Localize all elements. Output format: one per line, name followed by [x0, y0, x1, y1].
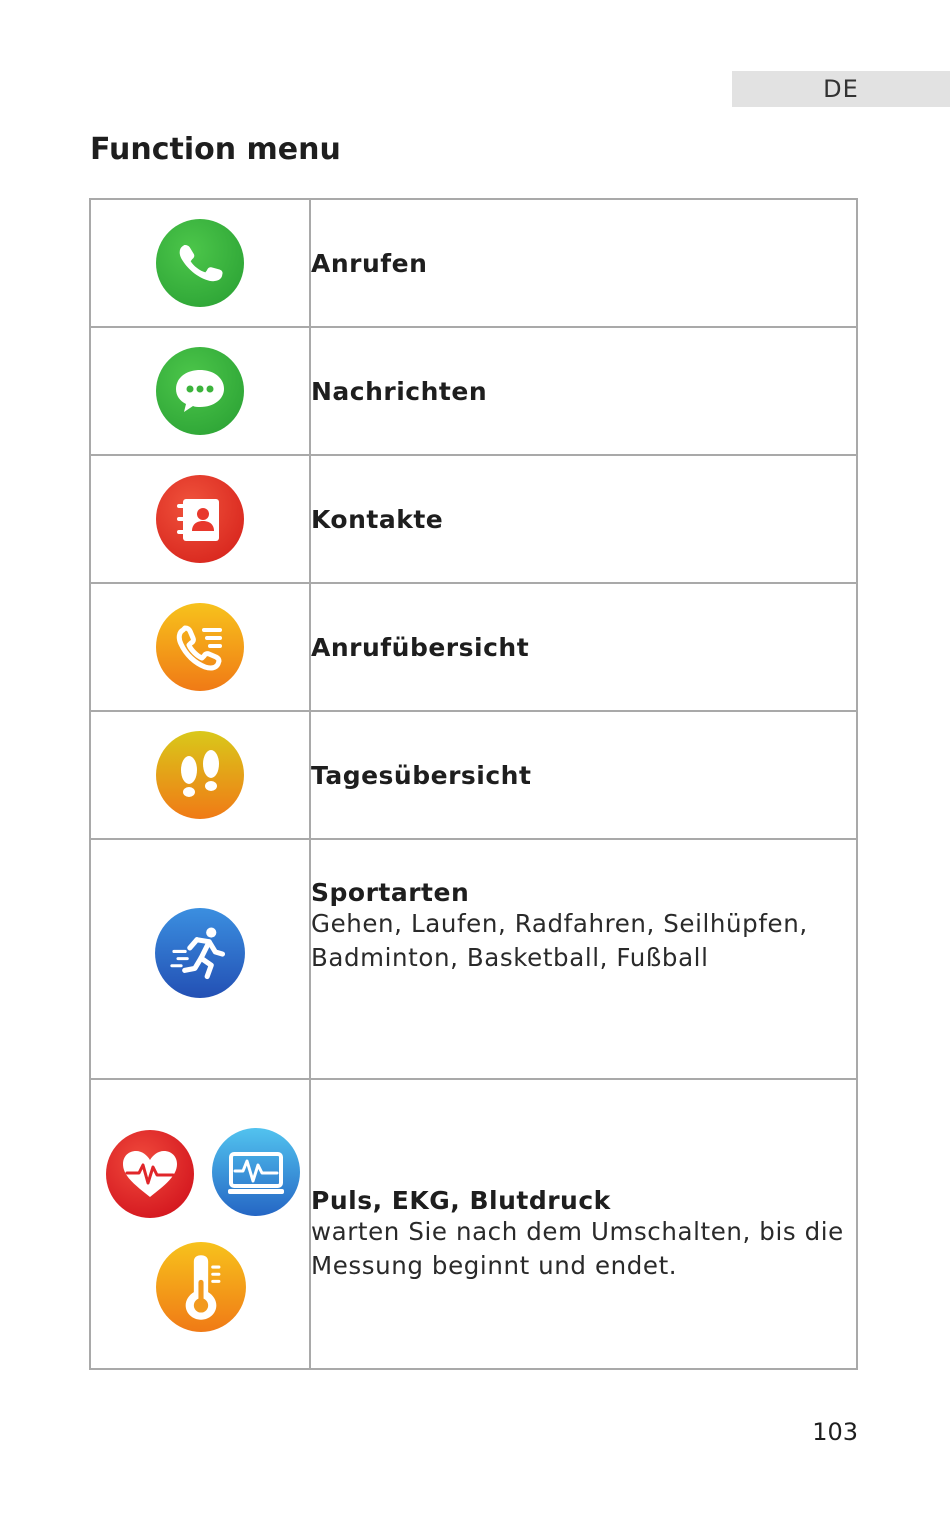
- heart-rate-icon: [105, 1129, 195, 1219]
- icon-cell: [90, 455, 310, 583]
- health-icons-group: [91, 1081, 309, 1367]
- icon-cell: [90, 711, 310, 839]
- table-row: [90, 1079, 857, 1369]
- table-row: [90, 327, 857, 455]
- footprints-icon: [155, 730, 245, 820]
- ecg-icon: [211, 1127, 301, 1217]
- item-title: Kontakte: [311, 504, 444, 534]
- icon-cell: [90, 583, 310, 711]
- icon-cell: [90, 327, 310, 455]
- item-title: Nachrichten: [311, 376, 488, 406]
- icon-cell: [90, 1079, 310, 1369]
- table-row: [90, 455, 857, 583]
- page-number: 103: [812, 1418, 858, 1446]
- icon-cell: [90, 839, 310, 1079]
- table-row: [90, 199, 857, 327]
- text-cell: [310, 1079, 857, 1369]
- item-title: Anrufübersicht: [311, 632, 530, 662]
- runner-icon: [154, 907, 246, 999]
- text-cell: [310, 455, 857, 583]
- text-cell: [310, 327, 857, 455]
- item-title: Puls, EKG, Blutdruck: [311, 1185, 611, 1215]
- page-title: Function menu: [90, 132, 341, 167]
- table-row: [90, 583, 857, 711]
- language-tab: DE: [732, 71, 950, 107]
- text-cell: [310, 711, 857, 839]
- table-row: [90, 839, 857, 1079]
- function-menu-table: [89, 198, 858, 1370]
- message-icon: [155, 346, 245, 436]
- phone-icon: [155, 218, 245, 308]
- item-title: Anrufen: [311, 248, 428, 278]
- icon-cell: [90, 199, 310, 327]
- item-description: warten Sie nach dem Umschalten, bis die Messung beginnt und endet.: [311, 1216, 844, 1280]
- table-row: [90, 711, 857, 839]
- text-cell: [310, 199, 857, 327]
- contacts-icon: [155, 474, 245, 564]
- text-cell: [310, 839, 857, 1079]
- item-title: Sportarten: [311, 878, 470, 907]
- item-title: Tagesübersicht: [311, 760, 532, 790]
- text-cell: [310, 583, 857, 711]
- item-description: Gehen, Laufen, Radfahren, Seilhüpfen, Badminton, Basketball, Fußball: [311, 909, 808, 972]
- call-log-icon: [155, 602, 245, 692]
- thermometer-icon: [155, 1241, 247, 1333]
